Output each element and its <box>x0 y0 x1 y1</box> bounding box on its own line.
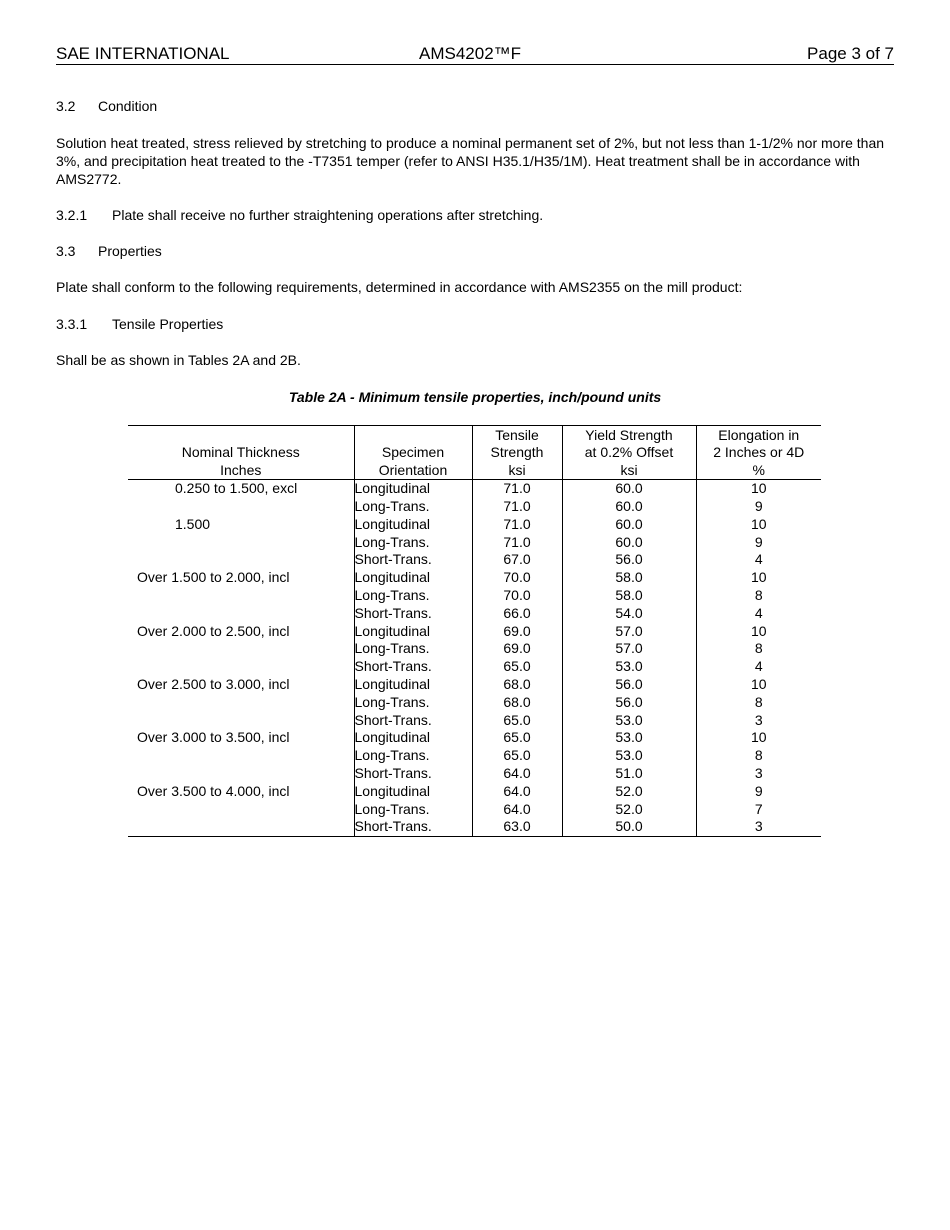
header-line: Inches <box>220 461 262 478</box>
cell-elongation: 10 <box>750 622 767 639</box>
cell-yield: 56.0 <box>562 676 696 694</box>
cell-tensile: 64.0 <box>472 765 562 783</box>
cell-tensile: 70.0 <box>472 587 562 605</box>
cell-orientation: Short-Trans. <box>354 765 472 783</box>
cell-tensile: 65.0 <box>472 658 562 676</box>
section-3-3-1-heading <box>56 316 223 332</box>
cell-elongation: 3 <box>754 764 763 781</box>
cell-orientation: Longitudinal <box>354 623 472 641</box>
cell-yield: 51.0 <box>562 765 696 783</box>
cell-thickness <box>128 498 354 516</box>
header-line: at 0.2% Offset <box>584 444 674 461</box>
cell-yield: 54.0 <box>562 605 696 623</box>
cell-yield: 53.0 <box>562 729 696 747</box>
header-line: Elongation in <box>718 427 800 443</box>
cell-thickness <box>128 658 354 676</box>
cell-elongation: 10 <box>750 515 767 532</box>
cell-orientation: Longitudinal <box>354 480 472 498</box>
cell-tensile: 69.0 <box>472 623 562 641</box>
table-row <box>128 729 821 747</box>
cell-yield: 53.0 <box>562 747 696 765</box>
table-row <box>128 658 821 676</box>
table-row <box>128 765 821 783</box>
cell-tensile: 67.0 <box>472 551 562 569</box>
header-doc-id: AMS4202™F <box>419 44 522 63</box>
cell-tensile: 68.0 <box>472 676 562 694</box>
cell-elongation: 8 <box>754 693 763 710</box>
section-number: 3.2.1 <box>56 207 88 223</box>
cell-elongation: 3 <box>754 818 763 835</box>
cell-orientation: Short-Trans. <box>354 818 472 836</box>
header-elongation <box>696 426 821 480</box>
page-header <box>56 44 894 65</box>
cell-thickness <box>128 605 354 623</box>
header-nominal-thickness <box>128 426 354 480</box>
cell-tensile: 66.0 <box>472 605 562 623</box>
section-text: Plate shall receive no further straightening operations after stretching. <box>112 207 544 223</box>
cell-yield: 53.0 <box>562 658 696 676</box>
cell-thickness: Over 3.500 to 4.000, incl <box>128 783 354 801</box>
cell-yield: 56.0 <box>562 694 696 712</box>
cell-tensile: 70.0 <box>472 569 562 587</box>
table-row <box>128 623 821 641</box>
cell-orientation: Longitudinal <box>354 729 472 747</box>
cell-thickness <box>128 712 354 730</box>
cell-yield: 60.0 <box>562 480 696 498</box>
cell-yield: 58.0 <box>562 587 696 605</box>
section-3-2-heading <box>56 98 157 114</box>
section-number: 3.3.1 <box>56 316 88 332</box>
section-3-2-1 <box>56 207 543 223</box>
header-line: ksi <box>508 461 526 478</box>
cell-yield: 56.0 <box>562 551 696 569</box>
properties-paragraph: Plate shall conform to the following requirements, determined in accordance with AMS2355 on the mill product: <box>56 279 743 295</box>
tensile-paragraph: Shall be as shown in Tables 2A and 2B. <box>56 352 301 368</box>
header-line: % <box>752 461 765 478</box>
cell-tensile: 71.0 <box>472 480 562 498</box>
table-row <box>128 569 821 587</box>
cell-orientation: Short-Trans. <box>354 658 472 676</box>
cell-elongation: 3 <box>754 711 763 728</box>
cell-thickness <box>128 640 354 658</box>
cell-yield: 57.0 <box>562 640 696 658</box>
table-header-row <box>128 426 821 480</box>
cell-yield: 52.0 <box>562 783 696 801</box>
cell-tensile: 69.0 <box>472 640 562 658</box>
cell-thickness <box>128 694 354 712</box>
section-number: 3.2 <box>56 98 76 114</box>
cell-elongation: 10 <box>750 480 767 497</box>
cell-elongation: 4 <box>754 551 763 568</box>
table-row <box>128 498 821 516</box>
cell-orientation: Long-Trans. <box>354 801 472 819</box>
cell-thickness: 1.500 <box>128 516 354 534</box>
cell-elongation: 9 <box>754 533 763 550</box>
cell-orientation: Long-Trans. <box>354 694 472 712</box>
table-row <box>128 676 821 694</box>
cell-yield: 60.0 <box>562 534 696 552</box>
cell-thickness: Over 2.000 to 2.500, incl <box>128 623 354 641</box>
cell-tensile: 68.0 <box>472 694 562 712</box>
header-line: Strength <box>490 444 544 461</box>
cell-yield: 60.0 <box>562 516 696 534</box>
table-row <box>128 818 821 836</box>
cell-yield: 50.0 <box>562 818 696 836</box>
cell-thickness <box>128 801 354 819</box>
cell-orientation: Long-Trans. <box>354 640 472 658</box>
cell-tensile: 71.0 <box>472 498 562 516</box>
cell-elongation: 8 <box>754 640 763 657</box>
table-row <box>128 694 821 712</box>
cell-tensile: 65.0 <box>472 729 562 747</box>
cell-elongation: 9 <box>754 498 763 515</box>
header-yield-strength <box>562 426 696 480</box>
section-3-3-heading <box>56 243 162 259</box>
cell-tensile: 63.0 <box>472 818 562 836</box>
header-page-number: Page 3 of 7 <box>807 44 894 63</box>
cell-orientation: Short-Trans. <box>354 712 472 730</box>
cell-elongation: 10 <box>750 569 767 586</box>
table-row <box>128 534 821 552</box>
cell-elongation: 8 <box>754 587 763 603</box>
cell-yield: 57.0 <box>562 623 696 641</box>
cell-orientation: Longitudinal <box>354 676 472 694</box>
table-row <box>128 801 821 819</box>
header-line: Orientation <box>378 461 448 478</box>
cell-orientation: Longitudinal <box>354 783 472 801</box>
section-title: Tensile Properties <box>112 316 224 332</box>
table-row <box>128 640 821 658</box>
cell-thickness <box>128 534 354 552</box>
cell-orientation: Long-Trans. <box>354 498 472 516</box>
cell-orientation: Longitudinal <box>354 516 472 534</box>
section-number: 3.3 <box>56 243 76 259</box>
table-row <box>128 516 821 534</box>
cell-orientation: Short-Trans. <box>354 551 472 569</box>
header-line: Yield Strength <box>585 427 673 443</box>
table-row <box>128 712 821 730</box>
cell-orientation: Long-Trans. <box>354 747 472 765</box>
table-row <box>128 551 821 569</box>
cell-thickness: Over 3.000 to 3.500, incl <box>128 729 354 747</box>
header-line: Tensile <box>495 427 539 443</box>
cell-thickness: Over 1.500 to 2.000, incl <box>128 569 354 587</box>
table-row <box>128 747 821 765</box>
section-title: Condition <box>98 98 158 114</box>
table-row <box>128 480 821 498</box>
cell-orientation: Long-Trans. <box>354 534 472 552</box>
cell-elongation: 4 <box>754 604 763 621</box>
header-line: Nominal Thickness <box>181 444 300 461</box>
header-tensile-strength <box>472 426 562 480</box>
cell-thickness <box>128 587 354 605</box>
header-line: 2 Inches or 4D <box>713 444 805 461</box>
cell-elongation: 4 <box>754 658 763 675</box>
cell-elongation: 10 <box>750 675 767 692</box>
section-title: Properties <box>98 243 162 259</box>
cell-yield: 52.0 <box>562 801 696 819</box>
cell-orientation: Short-Trans. <box>354 605 472 623</box>
cell-elongation: 8 <box>754 747 763 764</box>
cell-tensile: 65.0 <box>472 712 562 730</box>
header-org: SAE INTERNATIONAL <box>56 44 230 63</box>
cell-yield: 58.0 <box>562 569 696 587</box>
cell-tensile: 71.0 <box>472 516 562 534</box>
cell-tensile: 64.0 <box>472 783 562 801</box>
header-line: ksi <box>620 461 638 478</box>
cell-tensile: 71.0 <box>472 534 562 552</box>
table-body <box>128 480 821 837</box>
table-caption: Table 2A - Minimum tensile properties, inch/pound units <box>288 389 662 405</box>
condition-paragraph: Solution heat treated, stress relieved by stretching to produce a nominal permanent set of 2%, but not less than 1-1/2% nor more than 3%, and precipitation heat treated to the -T7351 temper (refer to ANSI H35.1/H35/1M). Heat treatment shall be in accordance with AMS2772. <box>56 135 885 187</box>
cell-thickness <box>128 818 354 836</box>
header-line: Specimen <box>381 444 445 461</box>
cell-thickness: Over 2.500 to 3.000, incl <box>128 676 354 694</box>
tensile-properties-table <box>128 425 821 837</box>
cell-thickness <box>128 765 354 783</box>
cell-thickness: 0.250 to 1.500, excl <box>128 480 354 498</box>
table-row <box>128 783 821 801</box>
header-specimen-orientation <box>354 426 472 480</box>
cell-tensile: 64.0 <box>472 801 562 819</box>
cell-tensile: 65.0 <box>472 747 562 765</box>
cell-orientation: Long-Trans. <box>354 587 472 605</box>
cell-yield: 60.0 <box>562 498 696 516</box>
cell-yield: 53.0 <box>562 712 696 730</box>
table-row <box>128 605 821 623</box>
cell-thickness <box>128 747 354 765</box>
cell-orientation: Longitudinal <box>354 569 472 587</box>
cell-elongation: 7 <box>754 800 763 817</box>
cell-elongation: 9 <box>754 782 763 799</box>
table-row <box>128 587 821 605</box>
cell-thickness <box>128 551 354 569</box>
cell-elongation: 10 <box>750 729 767 746</box>
